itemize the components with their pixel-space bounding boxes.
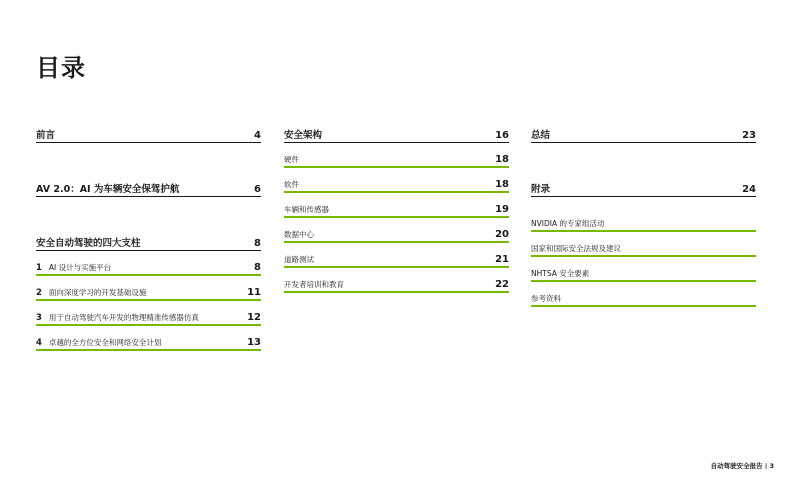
toc-entry-page: 6 <box>254 184 261 195</box>
toc-entry-label: 卓越的全方位安全和网络安全计划 <box>48 338 162 347</box>
toc-column-3 <box>531 124 756 307</box>
toc-entry-label: NVIDIA 的专家组活动 <box>531 219 605 228</box>
toc-entry-page: 8 <box>254 238 261 249</box>
toc-entry-summary[interactable] <box>531 124 756 143</box>
page-title: 目录 <box>36 54 86 82</box>
toc-entry-nvidia-expert-groups[interactable] <box>531 211 756 232</box>
toc-entry-four-pillars[interactable] <box>36 232 261 251</box>
toc-column-1 <box>36 124 261 351</box>
toc-entry-safety-architecture[interactable] <box>284 124 509 143</box>
toc-entry-data-center[interactable] <box>284 222 509 243</box>
toc-entry-label: AV 2.0：AI 为车辆安全保驾护航 <box>36 184 180 195</box>
toc-entry-label: 面向深度学习的开发基础设施 <box>48 288 147 297</box>
toc-entry-pillar-3[interactable] <box>36 305 261 326</box>
toc-entry-label: 前言 <box>36 130 56 141</box>
page-footer <box>711 461 774 470</box>
toc-entry-label: 开发者培训和教育 <box>284 280 344 289</box>
toc-entry-label: 用于自动驾驶汽车开发的物理精准传感器仿真 <box>48 313 199 322</box>
toc-entry-label: 硬件 <box>284 155 299 164</box>
page-number: 3 <box>769 462 774 470</box>
toc-entry-page: 20 <box>495 229 509 240</box>
toc-entry-label: 安全自动驾驶的四大支柱 <box>36 238 141 249</box>
toc-entry-vehicles-sensors[interactable] <box>284 197 509 218</box>
toc-entry-av2[interactable] <box>36 178 261 197</box>
toc-entry-label: 软件 <box>284 180 299 189</box>
toc-entry-page: 18 <box>495 154 509 165</box>
toc-entry-page: 22 <box>495 279 509 290</box>
toc-entry-page: 11 <box>247 287 261 298</box>
toc-entry-software[interactable] <box>284 172 509 193</box>
toc-entry-number: 2 <box>36 288 42 298</box>
toc-entry-label: 道路测试 <box>284 255 314 264</box>
toc-entry-regulations[interactable] <box>531 236 756 257</box>
toc-entry-references[interactable] <box>531 286 756 307</box>
footer-title: 自动驾驶安全报告 | <box>710 462 770 470</box>
toc-entry-label: 附录 <box>531 184 551 195</box>
toc-entry-label: NHTSA 安全要素 <box>531 269 590 278</box>
toc-entry-label: 参考资料 <box>531 294 561 303</box>
toc-entry-number: 1 <box>36 263 42 273</box>
toc-entry-label: AI 设计与实施平台 <box>48 263 112 272</box>
toc-entry-number: 3 <box>36 313 42 323</box>
toc-entry-road-testing[interactable] <box>284 247 509 268</box>
toc-entry-page: 19 <box>495 204 509 215</box>
toc-entry-label: 车辆和传感器 <box>284 205 329 214</box>
toc-entry-page: 23 <box>742 130 756 141</box>
toc-entry-page: 16 <box>495 130 509 141</box>
toc-entry-page: 18 <box>495 179 509 190</box>
toc-entry-nhtsa[interactable] <box>531 261 756 282</box>
toc-entry-pillar-4[interactable] <box>36 330 261 351</box>
toc-entry-label: 数据中心 <box>284 230 314 239</box>
toc-entry-foreword[interactable] <box>36 124 261 143</box>
toc-entry-page: 8 <box>254 262 261 273</box>
toc-entry-page: 24 <box>742 184 756 195</box>
toc-entry-label: 国家和国际安全法规及建议 <box>531 244 621 253</box>
toc-entry-page: 13 <box>247 337 261 348</box>
toc-entry-pillar-1[interactable] <box>36 255 261 276</box>
toc-entry-page: 21 <box>495 254 509 265</box>
toc-entry-appendix[interactable] <box>531 178 756 197</box>
toc-entry-label: 总结 <box>531 130 551 141</box>
toc-column-2 <box>284 124 509 293</box>
toc-entry-label: 安全架构 <box>284 130 323 141</box>
toc-entry-number: 4 <box>36 338 42 348</box>
toc-entry-developer-training[interactable] <box>284 272 509 293</box>
toc-entry-pillar-2[interactable] <box>36 280 261 301</box>
toc-entry-page: 12 <box>247 312 261 323</box>
toc-entry-hardware[interactable] <box>284 147 509 168</box>
toc-entry-page: 4 <box>254 130 261 141</box>
